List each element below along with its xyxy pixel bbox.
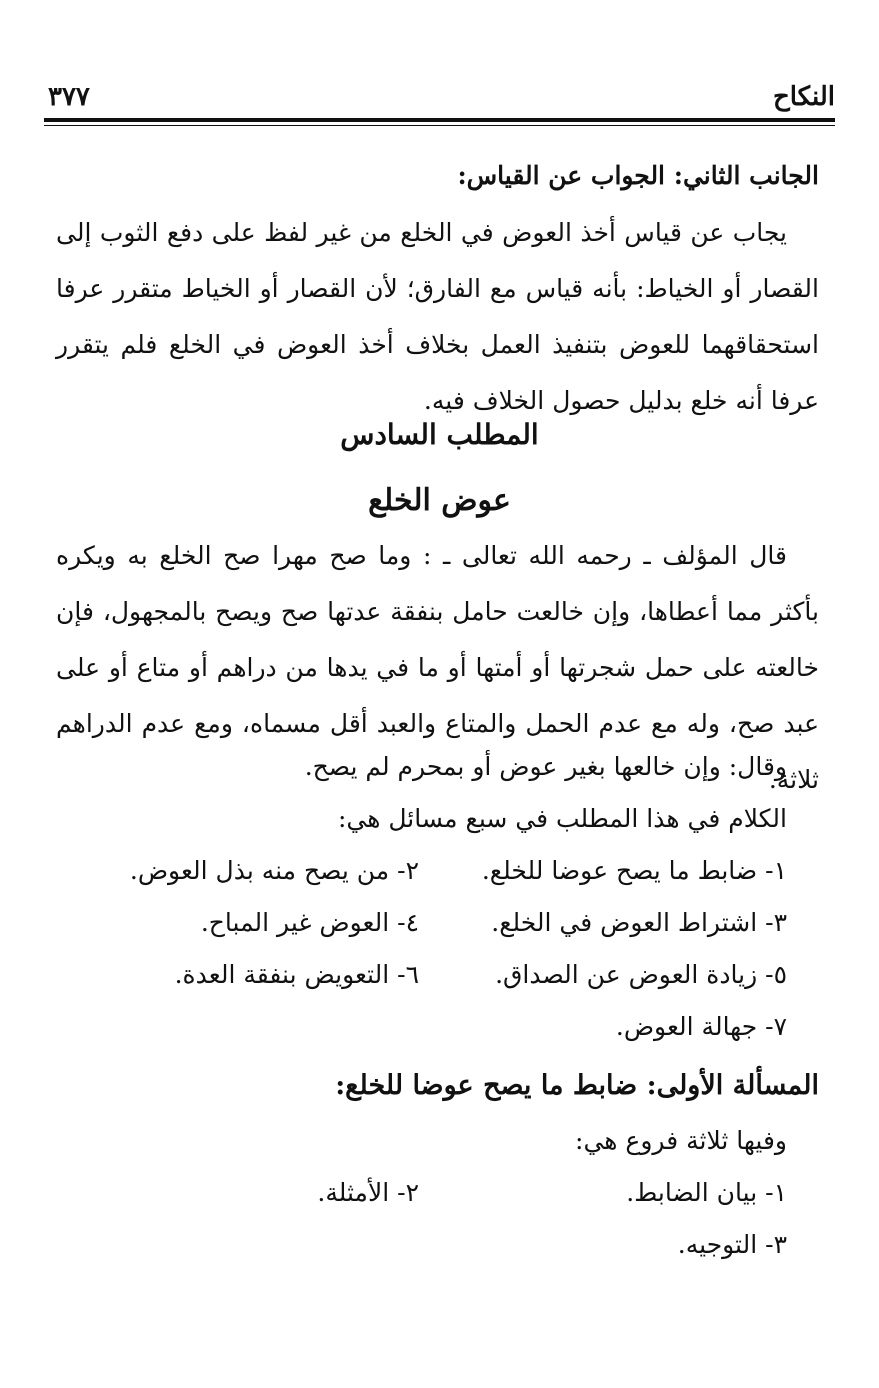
running-header [44,82,835,122]
issue1-intro: وفيها ثلاثة فروع هي: [575,1126,787,1155]
author-quote: قال المؤلف ـ رحمه الله تعالى ـ : وما صح مهرا صح الخلع به ويكره بأكثر مما أعطاها، وإن خالعت حامل بنفقة عدتها صح ويصح بالمجهول، فإن خالعته على حمل شجرتها أو أمتها أو ما في يدها من دراهم أو متاع أو على عبد صح، وله مع عدم الحمل والمتاع والعبد أقل مسماه، ومع عدم الدراهم ثلاثة. [56,541,819,794]
issue1-item-1: ١- بيان الضابط. [626,1178,787,1207]
page-number: ٣٧٧ [48,82,90,112]
issue-item-6: ٦- التعويض بنفقة العدة. [174,960,419,989]
issue1-item-3: ٣- التوجيه. [677,1230,787,1259]
issue-item-1: ١- ضابط ما يصح عوضا للخلع. [481,856,787,885]
issue-item-3: ٣- اشتراط العوض في الخلع. [491,908,787,937]
issue-item-7: ٧- جهالة العوض. [615,1012,787,1041]
issue-item-5: ٥- زيادة العوض عن الصداق. [495,960,787,989]
quote-line-2: وقال: وإن خالعها بغير عوض أو بمحرم لم يصح. [304,752,787,781]
matlab-subtitle: عوض الخلع [368,483,511,518]
header-rule-thin [44,125,835,126]
chapter-title: النكاح [772,82,835,112]
issue-item-2: ٢- من يصح منه بذل العوض. [129,856,419,885]
section-paragraph: يجاب عن قياس أخذ العوض في الخلع من غير لفظ على دفع الثوب إلى القصار أو الخياط: بأنه قياس مع الفارق؛ لأن القصار أو الخياط متقرر عرفا استحقاقهما للعوض بتنفيذ العمل بخلاف أخذ العوض في الخلع فلم يتقرر عرفا أنه خلع بدليل حصول الخلاف فيه. [56,218,819,415]
matlab-title: المطلب السادس [340,418,539,451]
header-rule-thick [44,118,835,122]
issue-item-4: ٤- العوض غير المباح. [200,908,419,937]
section-heading: الجانب الثاني: الجواب عن القياس: [457,161,819,190]
issue1-heading: المسألة الأولى: ضابط ما يصح عوضا للخلع: [335,1070,819,1101]
issue1-item-2: ٢- الأمثلة. [317,1178,419,1207]
issues-intro: الكلام في هذا المطلب في سبع مسائل هي: [337,804,787,833]
